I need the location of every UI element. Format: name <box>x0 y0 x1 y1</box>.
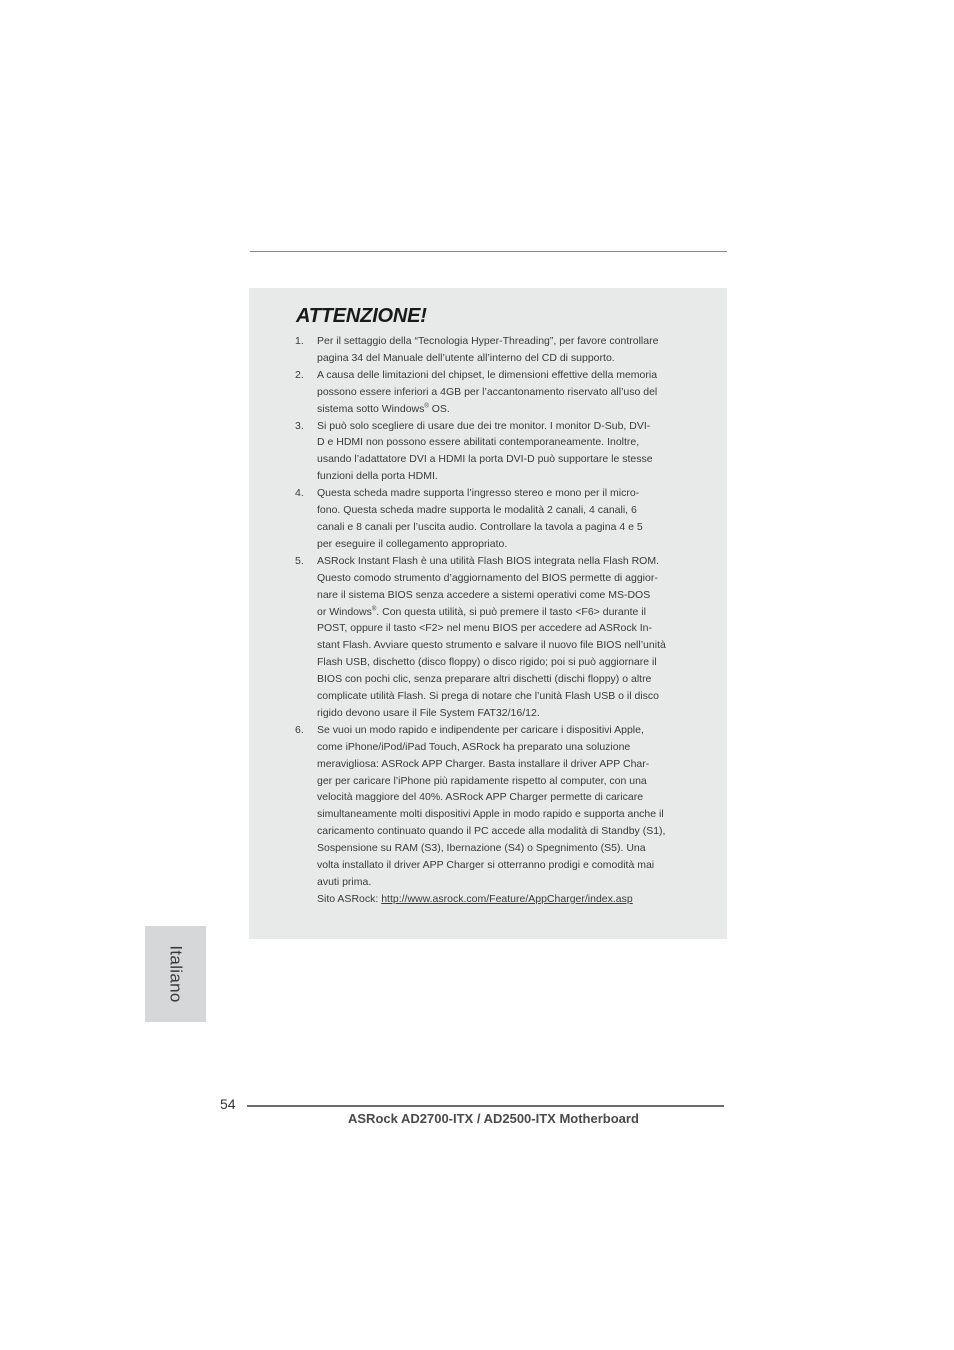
item-number: 3. <box>295 419 304 432</box>
item-line: POST, oppure il tasto <F2> nel menu BIOS per accedere ad ASRock In- <box>317 622 653 635</box>
item-line <box>317 604 695 621</box>
item-line: D e HDMI non possono essere abilitati contemporaneamente. Inoltre, <box>317 436 640 449</box>
item-line: per eseguire il collegamento appropriato. <box>317 537 508 550</box>
item-line: Flash USB, dischetto (disco floppy) o disco rigido; poi si può aggiornare il <box>317 656 657 669</box>
item-line: Questa scheda madre supporta l’ingresso stereo e mono per il micro- <box>317 487 640 500</box>
item-line: funzioni della porta HDMI. <box>317 470 438 483</box>
item-line: simultaneamente molti dispositivi Apple in modo rapido e supporta anche il <box>317 808 664 821</box>
item-line: Per il settaggio della “Tecnologia Hyper-Threading”, per favore controllare <box>317 335 659 347</box>
item-line: complicate utilità Flash. Si prega di notare che l’unità Flash USB o il disco <box>317 690 659 703</box>
item-line: Se vuoi un modo rapido e indipendente per caricare i dispositivi Apple, <box>317 723 644 736</box>
item-line: nare il sistema BIOS senza accedere a sistemi operativi come MS-DOS <box>317 588 651 601</box>
item-line: volta installato il driver APP Charger si otterranno prodigi e comodità mai <box>317 859 655 872</box>
item-line: fono. Questa scheda madre supporta le modalità 2 canali, 4 canali, 6 <box>317 504 637 517</box>
list-item <box>295 333 695 367</box>
header-divider <box>250 251 727 252</box>
item-line: usando l’adattatore DVI a HDMI la porta DVI-D può supportare le stesse <box>317 453 653 466</box>
item-line: velocità maggiore del 40%. ASRock APP Charger permette di caricare <box>317 791 644 804</box>
site-line <box>317 891 695 908</box>
item-line: stant Flash. Avviare questo strumento e salvare il nuovo file BIOS nell’unità <box>317 639 666 652</box>
item-line: possono essere inferiori a 4GB per l’accantonamento riservato all’uso del <box>317 385 658 398</box>
item-line: meravigliosa: ASRock APP Charger. Basta installare il driver APP Char- <box>317 757 650 770</box>
item-line: A causa delle limitazioni del chipset, le dimensioni effettive della memoria <box>317 368 658 381</box>
item-line: come iPhone/iPod/iPad Touch, ASRock ha preparato una soluzione <box>317 740 631 753</box>
item-line: avuti prima. <box>317 876 372 888</box>
language-tab <box>145 926 206 1022</box>
item-number: 1. <box>295 335 304 347</box>
item-line: caricamento continuato quando il PC accede alla modalità di Standby (S1), <box>317 825 666 838</box>
line-text: . Con questa utilità, si può premere il tasto <F6> durante il <box>376 605 646 618</box>
item-line: rigido devono usare il File System FAT32/16/12. <box>317 706 540 719</box>
registered-mark: ® <box>371 606 377 612</box>
item-number: 2. <box>295 368 304 381</box>
list-item <box>295 553 695 722</box>
list-item <box>295 418 695 486</box>
notice-title: ATTENZIONE! <box>296 305 427 327</box>
language-tab-label: Italiano <box>166 945 186 1003</box>
item-line: pagina 34 del Manuale dell’utente all’interno del CD di supporto. <box>317 351 615 364</box>
site-label: Sito ASRock: <box>317 892 382 905</box>
notice-list <box>295 333 695 908</box>
registered-mark: ® <box>424 403 429 410</box>
line-text: OS. <box>428 402 450 415</box>
item-number: 4. <box>295 487 304 500</box>
list-item <box>295 367 695 418</box>
item-line: ASRock Instant Flash è una utilità Flash BIOS integrata nella Flash ROM. <box>317 554 659 567</box>
line-text: sistema sotto Windows <box>317 402 425 415</box>
footer-product-name: ASRock AD2700-ITX / AD2500-ITX Motherboard <box>348 1111 639 1126</box>
list-item <box>295 722 695 908</box>
footer-divider <box>247 1105 724 1107</box>
app-charger-link[interactable]: http://www.asrock.com/Feature/AppCharger/index.asp <box>381 892 633 905</box>
page-number: 54 <box>220 1096 236 1112</box>
item-line: ger per caricare l’iPhone più rapidamente rispetto al computer, con una <box>317 774 647 787</box>
item-line: Sospensione su RAM (S3), Ibernazione (S4) o Spegnimento (S5). Una <box>317 842 646 855</box>
item-line: Questo comodo strumento d’aggiornamento del BIOS permette di aggior- <box>317 571 658 584</box>
item-line: BIOS con pochi clic, senza preparare altri dischetti (dischi floppy) o altre <box>317 673 652 686</box>
line-text: or Windows <box>317 605 372 618</box>
item-line <box>317 401 695 418</box>
item-number: 6. <box>295 723 304 736</box>
list-item <box>295 485 695 553</box>
item-number: 5. <box>295 554 304 567</box>
item-line: canali e 8 canali per l’uscita audio. Controllare la tavola a pagina 4 e 5 <box>317 520 643 533</box>
item-line: Si può solo scegliere di usare due dei tre monitor. I monitor D-Sub, DVI- <box>317 419 651 432</box>
